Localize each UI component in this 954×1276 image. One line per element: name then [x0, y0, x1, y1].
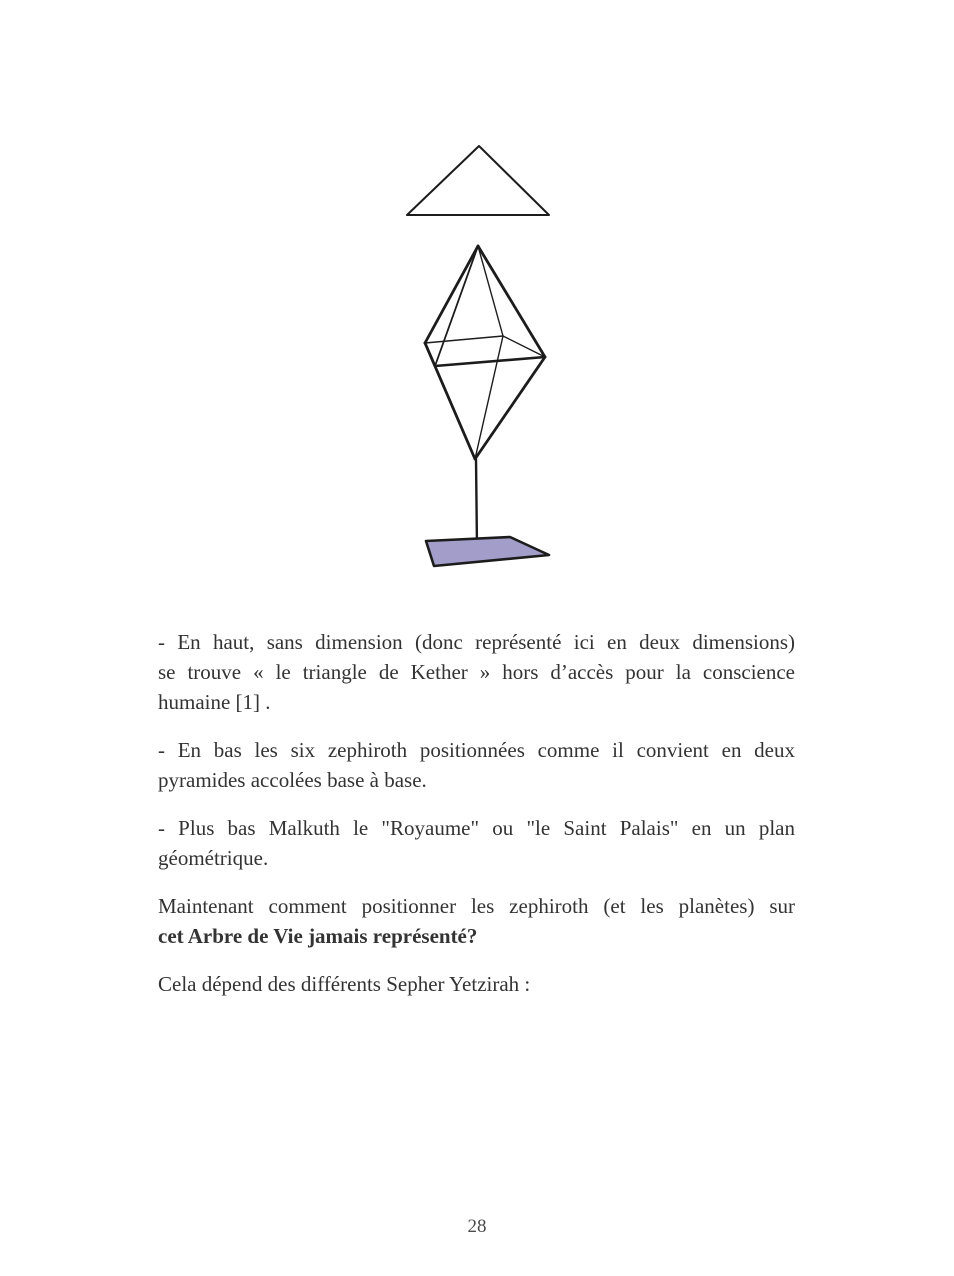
malkuth-plane: [426, 537, 549, 566]
text-line: Cela dépend des différents Sepher Yetzirah :: [158, 972, 531, 996]
kether-triangle: [407, 146, 549, 215]
text-line: géométrique.: [158, 846, 269, 870]
octahedron-edge: [435, 246, 478, 366]
text-line: - En haut, sans dimension (donc représenté ici en deux dimensions): [158, 630, 795, 654]
octahedron-edge: [425, 336, 503, 343]
text-line: pyramides accolées base à base.: [158, 768, 427, 792]
octahedron-edge: [475, 357, 545, 459]
page-number: 28: [467, 1216, 487, 1237]
octahedron-edge: [435, 366, 475, 459]
text-line: humaine [1] .: [158, 690, 271, 714]
text-line: se trouve « le triangle de Kether » hors d’accès pour la conscience: [158, 660, 795, 684]
stem: [476, 459, 477, 548]
text-line-bold: cet Arbre de Vie jamais représenté?: [158, 924, 478, 948]
octahedron-edge: [425, 246, 478, 343]
text-line: Maintenant comment positionner les zephiroth (et les planètes) sur: [158, 894, 795, 918]
text-line: - En bas les six zephiroth positionnées comme il convient en deux: [158, 738, 795, 762]
paragraph-question: [158, 891, 795, 951]
paragraph-malkuth: [158, 813, 795, 873]
octahedron-edge: [435, 357, 545, 366]
body-text: [158, 627, 795, 1017]
octahedron-edge: [478, 246, 503, 336]
paragraph-kether: [158, 627, 795, 717]
text-line: - Plus bas Malkuth le "Royaume" ou "le Saint Palais" en un plan: [158, 816, 795, 840]
octahedron: [425, 246, 545, 459]
tree-of-life-figure: [0, 0, 954, 600]
paragraph-sepher: [158, 969, 795, 999]
paragraph-zephiroth: [158, 735, 795, 795]
octahedron-edge: [425, 343, 435, 366]
